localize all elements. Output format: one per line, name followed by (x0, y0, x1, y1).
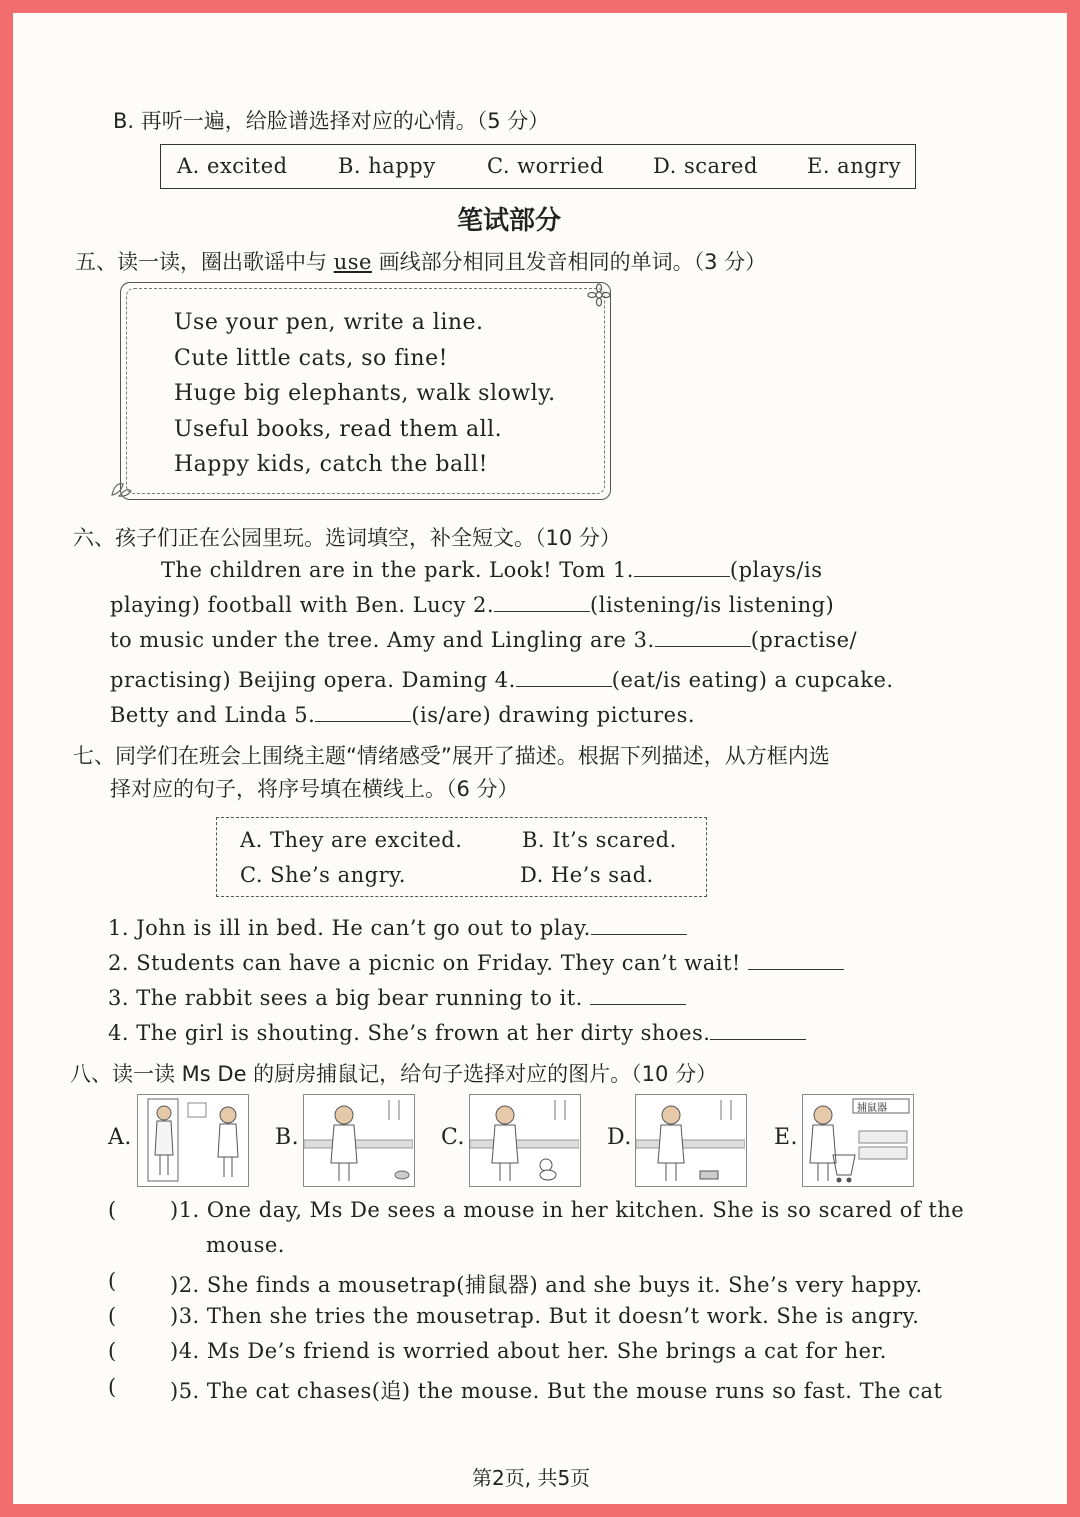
q8-paren-4: ( (108, 1339, 117, 1363)
answer-blank[interactable] (655, 628, 751, 647)
option-c: C. worried (487, 154, 604, 178)
pic-label-c: C. (441, 1125, 466, 1150)
kitchen-trap-illustration (636, 1095, 745, 1185)
q7-item-4 (108, 1021, 806, 1045)
page-footer: 第2页, 共5页 (472, 1466, 591, 1490)
sentence-a: A. They are excited. (240, 828, 463, 852)
q6-text: to music under the tree. Amy and Lingling are 3. (110, 628, 655, 652)
q8-item-4: )4. Ms De’s friend is worried about her. She brings a cat for her. (170, 1339, 887, 1363)
pic-label-a: A. (108, 1125, 132, 1150)
door-scene-illustration (138, 1095, 247, 1185)
pic-label-d: D. (607, 1125, 632, 1150)
q7-item-text: 2. Students can have a picnic on Friday. They can’t wait! (108, 951, 741, 975)
leaf-icon (109, 479, 133, 499)
q6-text: Betty and Linda 5. (110, 703, 316, 727)
q8-heading: 八、读一读 Ms De 的厨房捕鼠记，给句子选择对应的图片。（10 分） (70, 1062, 718, 1086)
q6-text: playing) football with Ben. Lucy 2. (110, 593, 495, 617)
shop-sign: 捕鼠器 (857, 1103, 887, 1114)
q8-paren-2: ( (108, 1269, 117, 1293)
worksheet-page (13, 13, 1067, 1504)
q6-line-4 (110, 668, 894, 692)
answer-blank[interactable] (748, 951, 844, 970)
picture-a (137, 1094, 249, 1187)
q6-text: The children are in the park. Look! Tom 1. (161, 558, 634, 582)
q6-choice: (practise/ (750, 628, 858, 652)
answer-blank[interactable] (591, 916, 687, 935)
sentence-c: C. She’s angry. (240, 863, 406, 887)
q8-item-2: )2. She finds a mousetrap(捕鼠器) and she buys it. She’s very happy. (170, 1273, 923, 1297)
q8-paren-1: ( (108, 1198, 117, 1222)
q6-choice: (plays/is (729, 558, 823, 582)
answer-blank[interactable] (590, 986, 686, 1005)
q7-heading-line-2: 择对应的句子，将序号填在横线上。（6 分） (110, 777, 519, 801)
answer-blank[interactable] (634, 558, 730, 577)
q8-item-1-cont: mouse. (206, 1233, 285, 1257)
q7-item-text: 4. The girl is shouting. She’s frown at her dirty shoes. (108, 1021, 711, 1045)
q6-choice: (is/are) drawing pictures. (411, 703, 696, 727)
pic-label-e: E. (774, 1125, 799, 1150)
answer-blank[interactable] (315, 703, 411, 722)
picture-c (469, 1094, 581, 1187)
q8-item-5: )5. The cat chases(追) the mouse. But the mouse runs so fast. The cat (170, 1379, 943, 1403)
q5-heading-pre: 五、读一读，圈出歌谣中与 (75, 250, 327, 274)
listen-b-heading: B. 再听一遍，给脸谱选择对应的心情。（5 分） (113, 109, 550, 133)
q7-item-text: 1. John is ill in bed. He can’t go out to play. (108, 916, 591, 940)
answer-blank[interactable] (494, 593, 590, 612)
q6-line-3 (110, 628, 857, 652)
q5-heading-word: use (333, 250, 372, 274)
poem-line: Huge big elephants, walk slowly. (174, 381, 556, 406)
q5-heading (75, 246, 766, 276)
q8-item-3: )3. Then she tries the mousetrap. But it doesn’t work. She is angry. (170, 1304, 920, 1328)
q6-line-1 (161, 558, 823, 582)
q6-choice: (listening/is listening) (590, 593, 835, 617)
sentence-b: B. It’s scared. (522, 828, 677, 852)
option-e: E. angry (807, 154, 902, 178)
poem-text (174, 305, 556, 483)
poem-line: Useful books, read them all. (174, 416, 503, 442)
poem-line: Happy kids, catch the ball! (174, 452, 489, 477)
answer-blank[interactable] (516, 668, 612, 687)
answer-blank[interactable] (710, 1021, 806, 1040)
flower-icon (587, 283, 611, 307)
q6-line-2 (110, 593, 834, 617)
option-b: B. happy (338, 154, 436, 178)
option-d: D. scared (653, 154, 758, 178)
q5-heading-post: 画线部分相同且发音相同的单词。（3 分） (378, 250, 767, 274)
poem-line: Use your pen, write a line. (174, 310, 484, 335)
q7-heading-line-1: 七、同学们在班会上围绕主题“情绪感受”展开了描述。根据下列描述，从方框内选 (73, 744, 830, 768)
q8-paren-3: ( (108, 1304, 117, 1328)
q8-item-1: )1. One day, Ms De sees a mouse in her kitchen. She is so scared of the (170, 1198, 965, 1222)
kitchen-cat-illustration (470, 1095, 579, 1185)
picture-b (303, 1094, 415, 1187)
q6-text: practising) Beijing opera. Daming 4. (110, 668, 516, 692)
kitchen-scene-illustration (304, 1095, 413, 1185)
q6-choice: (eat/is eating) a cupcake. (611, 668, 894, 692)
pic-label-b: B. (275, 1125, 300, 1150)
written-section-title: 笔试部分 (457, 206, 562, 236)
q7-item-text: 3. The rabbit sees a big bear running to it. (108, 986, 583, 1010)
sentence-d: D. He’s sad. (520, 863, 654, 887)
picture-d (635, 1094, 747, 1187)
option-a: A. excited (177, 154, 288, 178)
q7-item-1 (108, 916, 687, 940)
q6-heading: 六、孩子们正在公园里玩。选词填空，补全短文。（10 分） (73, 526, 621, 550)
poem-line: Cute little cats, so fine! (174, 345, 448, 371)
q7-item-3 (108, 986, 686, 1010)
q6-line-5 (110, 703, 695, 727)
q7-item-2 (108, 951, 844, 975)
q8-paren-5: ( (108, 1375, 117, 1399)
picture-e (802, 1094, 914, 1187)
